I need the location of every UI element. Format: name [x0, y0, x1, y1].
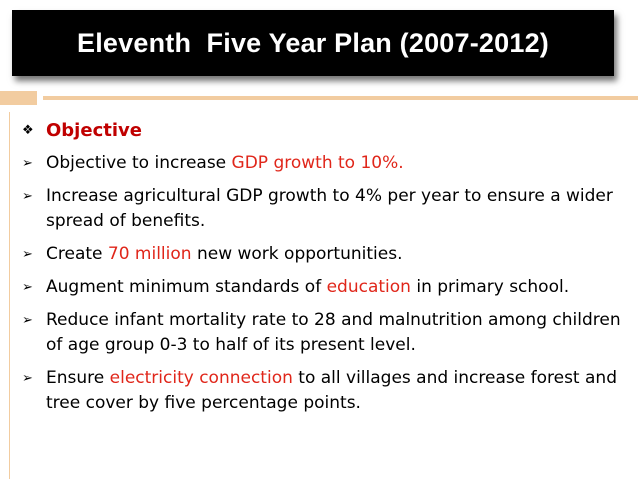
bullet-text — [46, 242, 626, 267]
highlighted-text: GDP growth to 10%. — [231, 153, 404, 173]
highlighted-text: education — [326, 277, 411, 297]
bullet-list — [22, 151, 626, 416]
bullet-item — [22, 308, 626, 358]
bullet-text-segment: Create — [46, 244, 108, 264]
bullet-text-segment: Reduce infant mortality rate to 28 and malnutrition among children of age group 0-3 to half of its present level. — [46, 310, 621, 355]
bullet-text-segment: new work opportunities. — [191, 244, 403, 264]
bullet-text-segment: Objective to increase — [46, 153, 232, 173]
bullet-item — [22, 366, 626, 416]
bullet-item — [22, 275, 626, 300]
slide-title: Eleventh Five Year Plan (2007-2012) — [77, 27, 549, 58]
bullet-text — [46, 308, 626, 358]
side-accent-line — [9, 112, 10, 479]
diamond-bullet-icon: ❖ — [22, 123, 34, 138]
bullet-text — [46, 151, 626, 176]
objective-heading: Objective — [46, 120, 142, 141]
bullet-text-segment: Ensure — [46, 368, 110, 388]
arrow-bullet-icon: ➢ — [22, 371, 33, 386]
bullet-item — [22, 151, 626, 176]
bullet-item — [22, 184, 626, 234]
bullet-text — [46, 366, 626, 416]
arrow-bullet-icon: ➢ — [22, 280, 33, 295]
bullet-item — [22, 242, 626, 267]
highlighted-text: 70 million — [107, 244, 192, 264]
title-bar — [12, 10, 614, 76]
arrow-bullet-icon: ➢ — [22, 313, 33, 328]
bullet-text-segment: in primary school. — [410, 277, 570, 297]
arrow-bullet-icon: ➢ — [22, 189, 33, 204]
highlighted-text: electricity connection — [109, 368, 293, 388]
heading-item — [22, 118, 626, 143]
bullet-text-segment: Increase agricultural GDP growth to 4% per year to ensure a wider spread of benefits. — [46, 186, 613, 231]
bullet-text — [46, 275, 626, 300]
arrow-bullet-icon: ➢ — [22, 247, 33, 262]
accent-divider — [43, 96, 638, 100]
bullet-text-segment: to all villages and increase forest and tree cover by five percentage points. — [46, 368, 617, 413]
bullet-text — [46, 184, 626, 234]
accent-square — [0, 91, 37, 105]
slide-content — [22, 118, 626, 424]
arrow-bullet-icon: ➢ — [22, 156, 33, 171]
bullet-text-segment: Augment minimum standards of — [46, 277, 327, 297]
